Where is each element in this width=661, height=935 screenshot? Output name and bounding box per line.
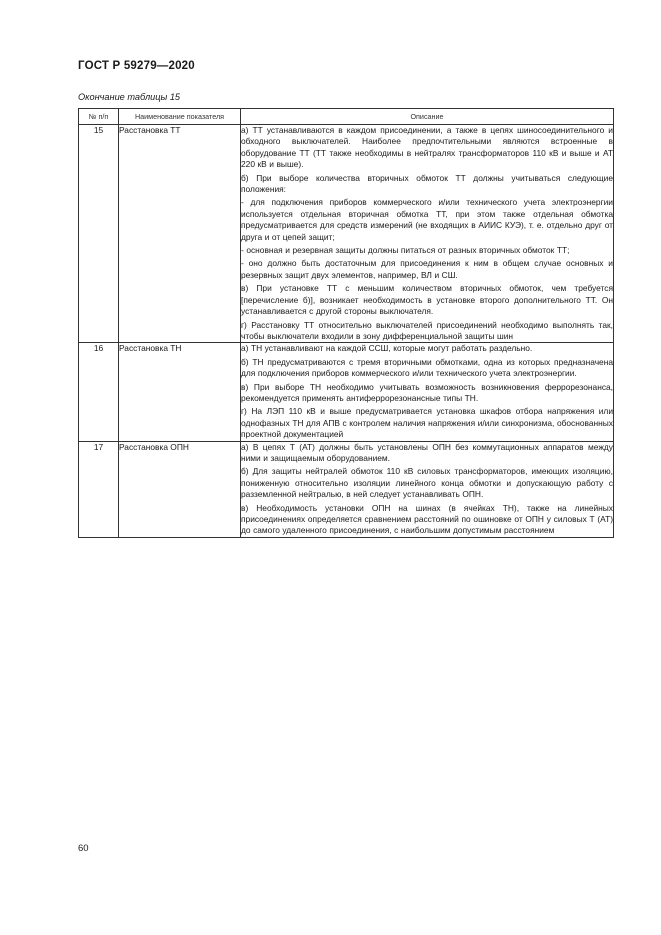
description-paragraph: б) ТН предусматриваются с тремя вторичными обмотками, одна из которых предназначена для подключения приборов коммерческого и/или технического учета электроэнергии. [241,356,613,379]
table-row [79,125,614,343]
row-number: 17 [79,441,119,537]
indicators-table [78,108,614,538]
description-paragraph: в) Необходимость установки ОПН на шинах (в ячейках ТН), также на линейных присоединениях определяется сравнением расстояний по ошиновке от ОПН у силовых Т (АТ) до самого удаленного присоединения, с наибольшим допустимым расстоянием [241,502,613,536]
table-row [79,343,614,441]
column-header-number: № п/п [79,109,119,125]
description-paragraph: - для подключения приборов коммерческого и/или технического учета электроэнергии используется отдельная вторичная обмотка ТТ, при этом также отдельная обмотка предусматривается для средств измерений (не входящих в АИИС КУЭ), т. е. отдельно друг от друга и от цепей защит; [241,197,613,242]
row-number: 15 [79,125,119,343]
description-paragraph: а) ТН устанавливают на каждой ССШ, которые могут работать раздельно. [241,343,533,354]
description-paragraph: а) В цепях Т (АТ) должны быть установлены ОПН без коммутационных аппаратов между ними и защищаемым оборудованием. [241,441,613,463]
document-code: ГОСТ Р 59279—2020 [78,60,195,72]
description-paragraph: - оно должно быть достаточным для присоединения к ним в общем случае основных и резервных защит двух элементов, например, ВЛ и СШ. [241,258,613,280]
description-paragraph: а) ТТ устанавливаются в каждом присоединении, а также в цепях шиносоединительного и обходного выключателей. Наиболее предпочтительными являются встроенные в оборудование ТТ (ТТ также необходимы в нейтралях трансформаторов 110 кВ и выше и АТ 220 кВ и выше). [241,125,613,170]
description-paragraph: г) На ЛЭП 110 кВ и выше предусматривается установка шкафов отбора напряжения или однофазных ТН для АПВ с контролем наличия напряжения и/или синхронизма, обоснованных проектной документацией [241,406,613,440]
description-paragraph: б) Для защиты нейтралей обмоток 110 кВ силовых трансформаторов, имеющих изоляцию, пониженную относительно изоляции линейного конца обмотки и допускающую работу с разземленной нейтралью, в ней следует устанавливать ОПН. [241,466,613,500]
page-number: 60 [78,843,89,854]
description-cell [241,441,614,537]
description-paragraph: б) При выборе количества вторичных обмоток ТТ должны учитываться следующие положения: [241,172,613,195]
table-caption: Окончание таблицы 15 [78,92,181,102]
description-paragraph: в) При установке ТТ с меньшим количеством вторичных обмоток, чем требуется [перечисление б)], возникает необходимость в установке второго дополнительного ТТ. Он устанавливается с другой стороны выключателя. [241,283,613,317]
column-header-description: Описание [241,109,614,125]
table-header-row [79,109,614,125]
row-number: 16 [79,343,119,441]
column-header-indicator-name: Наименование показателя [119,109,241,125]
description-paragraph: - основная и резервная защиты должны питаться от разных вторичных обмоток ТТ; [241,245,570,256]
description-paragraph: г) Расстановку ТТ относительно выключателей присоединений необходимо выполнять так, чтобы выключатели входили в зону дифференциальной защиты шин [241,319,613,341]
indicator-name: Расстановка ОПН [119,441,241,537]
table-row [79,441,614,537]
description-paragraph: в) При выборе ТН необходимо учитывать возможность возникновения феррорезонанса, рекомендуется применять антиферрорезонансные типы ТН. [241,381,613,403]
indicator-name: Расстановка ТТ [119,125,241,343]
description-cell [241,343,614,441]
indicator-name: Расстановка ТН [119,343,241,441]
description-cell [241,125,614,343]
